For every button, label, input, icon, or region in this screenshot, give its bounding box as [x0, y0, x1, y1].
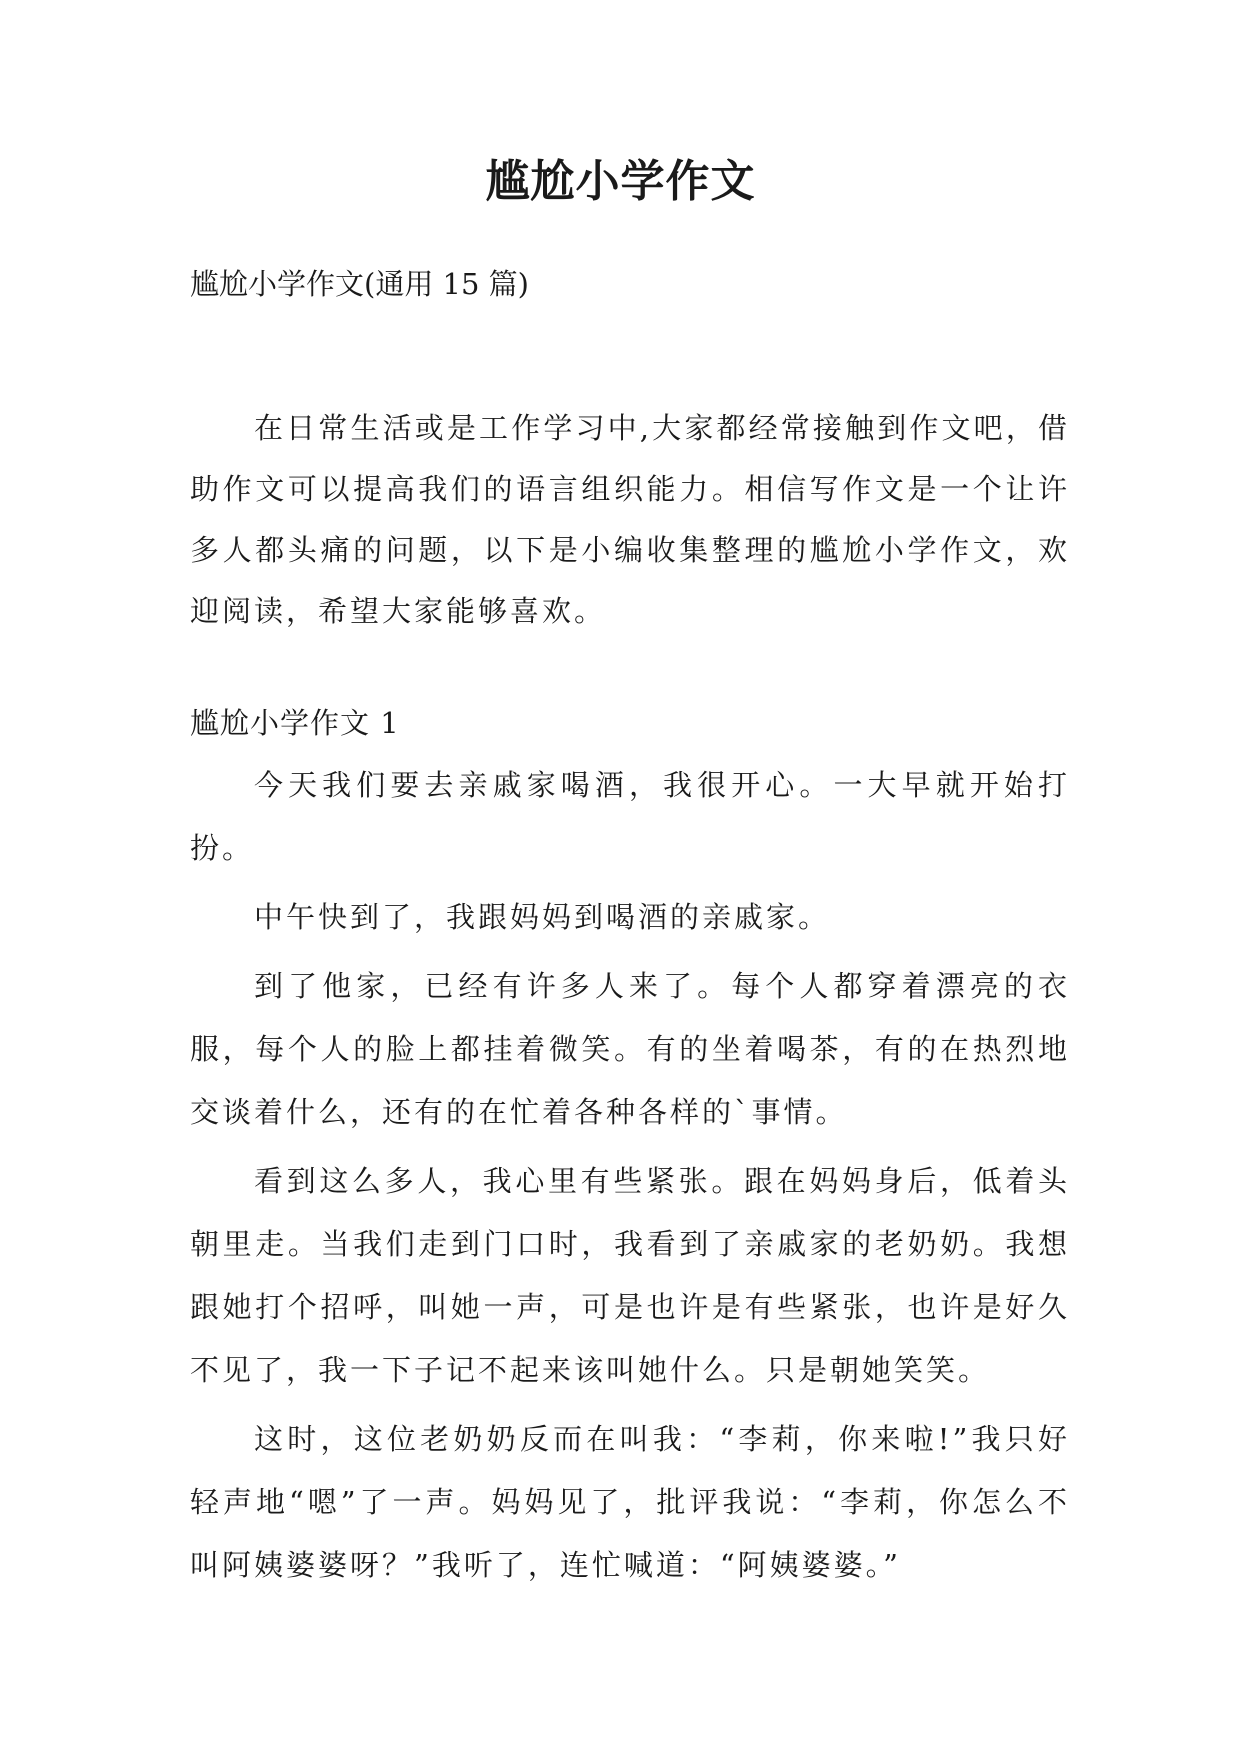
document-subtitle: 尴尬小学作文(通用 15 篇): [190, 267, 529, 301]
essay-1-section: [190, 698, 1070, 1603]
essay-paragraph: 看到这么多人，我心里有些紧张。跟在妈妈身后，低着头朝里走。当我们走到门口时，我看到了亲戚家的老奶奶。我想跟她打个招呼，叫她一声，可是也许是有些紧张，也许是好久不见了，我一下子记不起来该叫她什么。只是朝她笑笑。: [190, 1164, 1070, 1387]
intro-section: [190, 398, 1070, 648]
essay-paragraph: 这时，这位老奶奶反而在叫我：“李莉，你来啦!”我只好轻声地“嗯”了一声。妈妈见了，批评我说：“李莉，你怎么不叫阿姨婆婆呀？”我听了，连忙喊道：“阿姨婆婆。”: [190, 1422, 1070, 1582]
essay-paragraph: 中午快到了，我跟妈妈到喝酒的亲戚家。: [254, 900, 831, 934]
intro-paragraph: 在日常生活或是工作学习中,大家都经常接触到作文吧，借助作文可以提高我们的语言组织能力。相信写作文是一个让许多人都头痛的问题，以下是小编收集整理的尴尬小学作文，欢迎阅读，希望大家能够喜欢。: [190, 411, 1070, 628]
document-title: 尴尬小学作文: [485, 156, 756, 207]
essay-1-heading: 尴尬小学作文 1: [190, 706, 400, 740]
essay-paragraph: 到了他家，已经有许多人来了。每个人都穿着漂亮的衣服，每个人的脸上都挂着微笑。有的坐着喝茶，有的在热烈地交谈着什么，还有的在忙着各种各样的`事情。: [190, 969, 1070, 1129]
essay-paragraph: 今天我们要去亲戚家喝酒，我很开心。一大早就开始打扮。: [190, 768, 1070, 865]
